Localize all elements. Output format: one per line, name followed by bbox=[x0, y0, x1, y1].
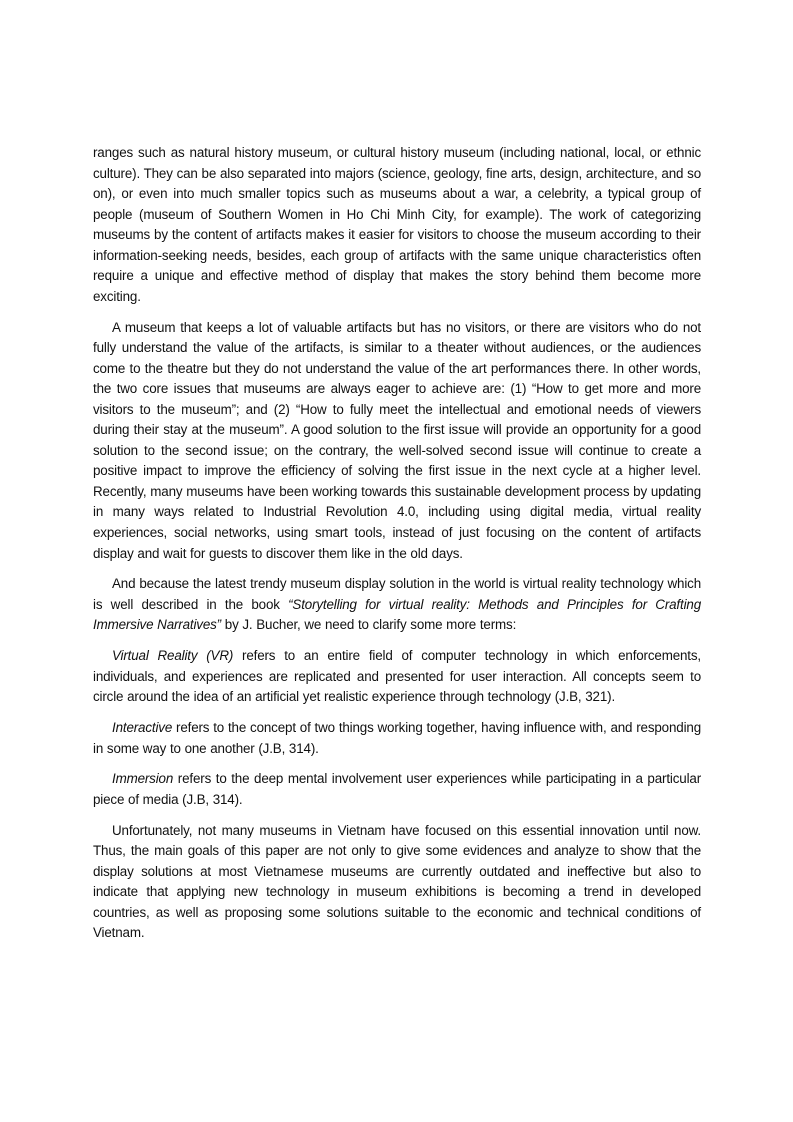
paragraph-text: ranges such as natural history museum, or cultural history museum (including national, local, or ethnic culture). They can be also separated into majors (science, geology, fine arts, design, architecture, and so on), or even into much smaller topics such as museums about a war, a celebrity, a typical group of people (museum of Southern Women in Ho Chi Minh City, for example). The work of categorizing museums by the content of artifacts makes it easier for visitors to choose the museum according to their information-seeking needs, besides, each group of artifacts with the same unique characteristics often require a unique and effective method of display that makes the story behind them become more exciting. bbox=[93, 145, 701, 304]
paragraph-core-issues bbox=[93, 318, 701, 565]
paragraph-definition-interactive bbox=[93, 718, 701, 759]
paragraph-text: Unfortunately, not many museums in Vietnam have focused on this essential innovation until now. Thus, the main goals of this paper are not only to give some evidences and analyze to show that the display solutions at most Vietnamese museums are currently outdated and ineffective but also to indicate that applying new technology in museum exhibitions is becoming a trend in developed countries, as well as proposing some solutions suitable to the economic and technical conditions of Vietnam. bbox=[93, 822, 701, 941]
paragraph-text: A museum that keeps a lot of valuable artifacts but has no visitors, or there are visitors who do not fully understand the value of the artifacts, is similar to a theater without audiences, or the audiences come to the theatre but they do not understand the value of the art performances there. In other words, the two core issues that museums are always eager to achieve are: (1) “How to get more and more visitors to the museum”; and (2) “How to fully meet the intellectual and emotional needs of viewers during their stay at the museum”. A good solution to the first issue will provide an opportunity for a good solution to the second issue; on the contrary, the well-solved second issue will continue to create a positive impact to improve the efficiency of solving the first issue in the next cycle at a higher level. Recently, many museums have been working towards this sustainable development process by updating in many ways related to Industrial Revolution 4.0, including using digital media, virtual reality experiences, social networks, using smart tools, instead of just focusing on the content of artifacts display and wait for guests to discover them like in the old days. bbox=[93, 319, 701, 561]
paragraph-text: And because the latest trendy museum display solution in the world is virtual reality technology which is well described in the book bbox=[93, 576, 701, 612]
paragraph-vr-intro bbox=[93, 574, 701, 636]
term-immersion: Immersion bbox=[112, 771, 174, 787]
document-page bbox=[93, 143, 701, 954]
term-virtual-reality: Virtual Reality (VR) bbox=[112, 648, 234, 664]
definition-text: refers to the deep mental involvement user experiences while participating in a particular piece of media (J.B, 314). bbox=[93, 771, 701, 807]
paragraph-definition-immersion bbox=[93, 769, 701, 810]
paragraph-paper-goals bbox=[93, 821, 701, 944]
paragraph-definition-vr bbox=[93, 646, 701, 708]
term-interactive: Interactive bbox=[112, 719, 173, 735]
definition-text: refers to the concept of two things working together, having influence with, and responding in some way to one another (J.B, 314). bbox=[93, 719, 701, 756]
book-title: “Storytelling for virtual reality: Methods and Principles for Crafting Immersive Narratives” bbox=[93, 596, 701, 633]
paragraph-museum-categories bbox=[93, 143, 701, 307]
definition-text: refers to an entire field of computer technology in which enforcements, individuals, and experiences are replicated and presented for user interaction. All concepts seem to circle around the idea of an artificial yet realistic experience through technology (J.B, 321). bbox=[93, 648, 701, 705]
paragraph-text: by J. Bucher, we need to clarify some more terms: bbox=[221, 617, 517, 633]
